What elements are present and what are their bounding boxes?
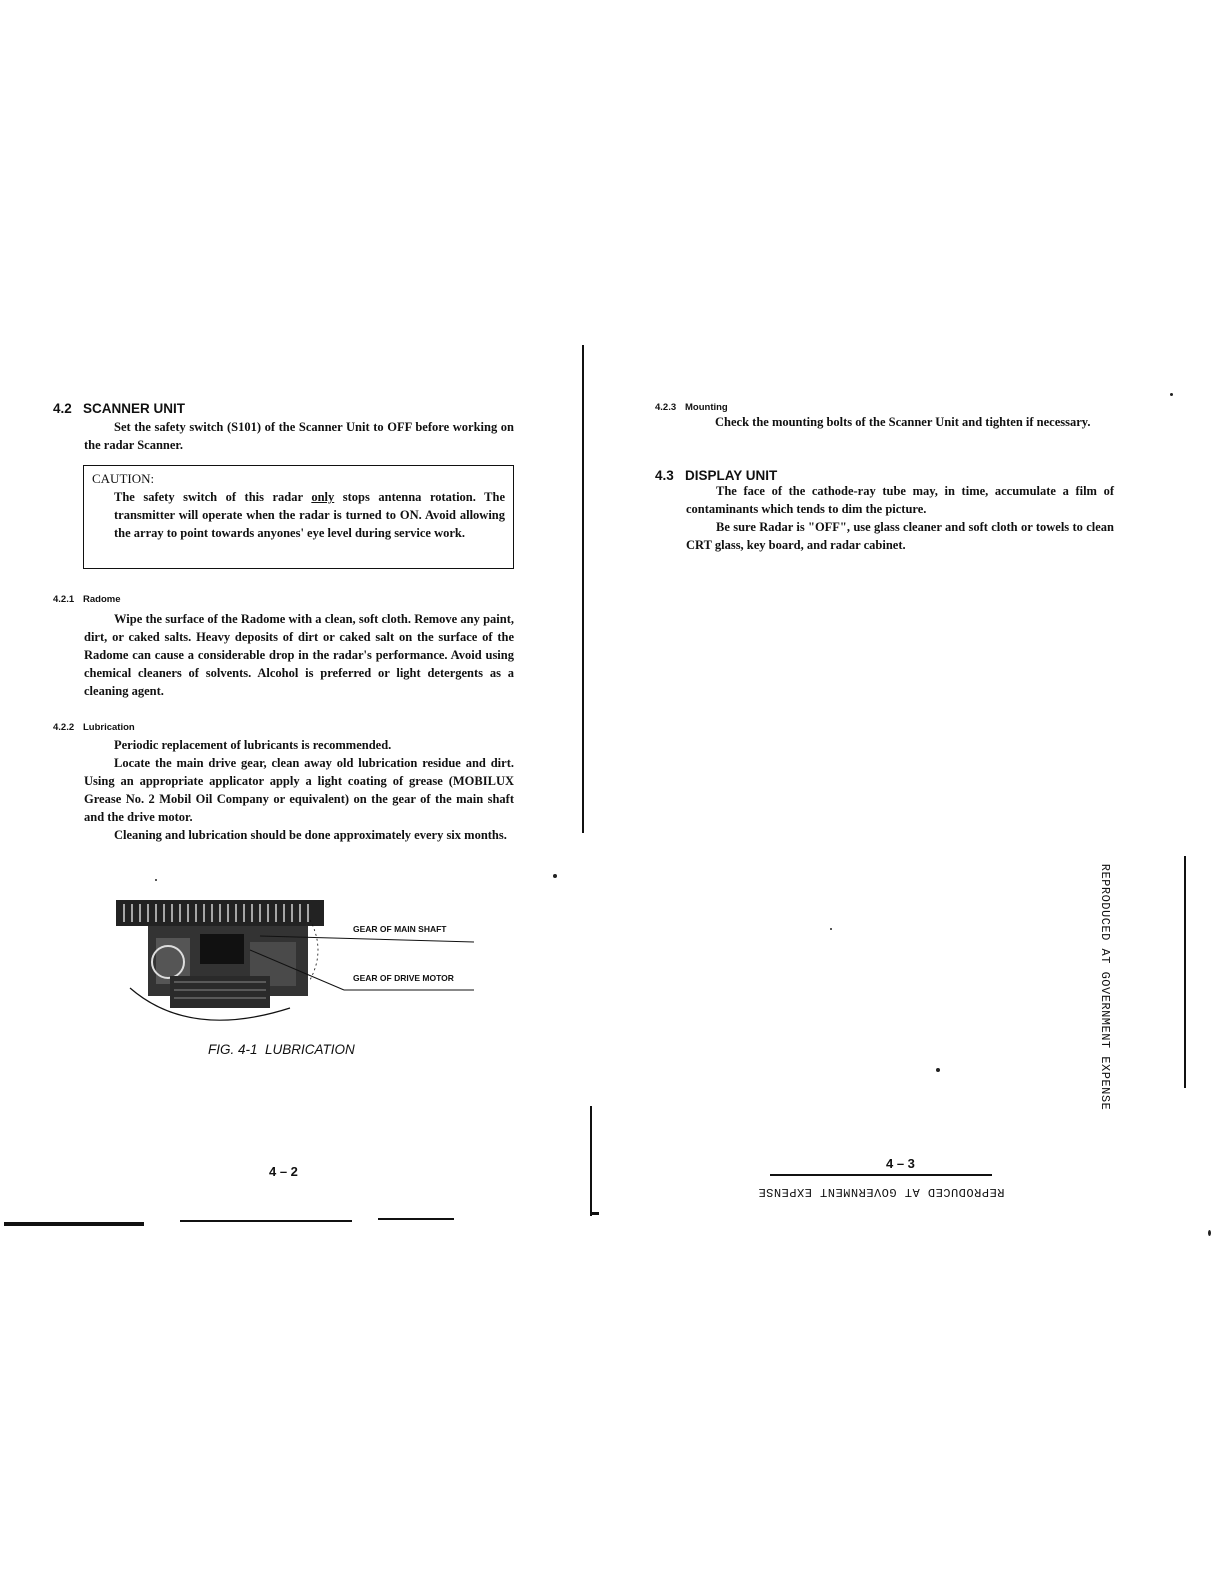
side-stamp-rule	[1184, 856, 1186, 1088]
section-4-2-3-heading: 4.2.3 Mounting	[655, 402, 728, 413]
lubrication-paragraph: Cleaning and lubrication should be done approximately every six months.	[114, 828, 507, 842]
radome-paragraph: Wipe the surface of the Radome with a clean, soft cloth. Remove any paint, dirt, or caked salts. Heavy deposits of dirt or caked salt on the surface of the Radome can cause a considerable drop in the radar's performance. Avoid using chemical cleaners of solvents. Alcohol is preferred or light detergents as a cleaning agent.	[84, 612, 514, 698]
caution-text: The safety switch of this radar only stops antenna rotation. The transmitter will operate when the radar is turned to ON. Avoid allowing the array to point towards anyones' eye level during service work.	[114, 490, 506, 540]
section-4-2-1-heading: 4.2.1 Radome	[53, 594, 121, 605]
gutter-line-lower	[590, 1106, 592, 1216]
lubrication-paragraph: Locate the main drive gear, clean away old lubrication residue and dirt. Using an appropriate applicator apply a light coating of grease (MOBILUX Grease No. 2 Mobil Oil Company or equivalent) on the gear of the main shaft and the drive motor.	[84, 756, 514, 824]
label-gear-of-main-shaft: GEAR OF MAIN SHAFT	[353, 924, 447, 934]
section-4-3-heading: 4.3 DISPLAY UNIT	[655, 468, 778, 483]
figure-caption: FIG. 4-1 LUBRICATION	[208, 1042, 355, 1057]
upside-down-stamp: REPRODUCED AT GOVERNMENT EXPENSE	[758, 1185, 1005, 1199]
gutter-line-upper	[582, 345, 584, 833]
bottom-rule-left-right	[378, 1218, 454, 1220]
caution-title: CAUTION:	[92, 471, 155, 486]
section-title: SCANNER UNIT	[83, 401, 186, 416]
page-number-rule-right	[770, 1174, 992, 1176]
scanner-intro-paragraph: Set the safety switch (S101) of the Scanner Unit to OFF before working on the radar Scanner.	[84, 420, 514, 452]
display-unit-paragraphs	[686, 482, 1114, 554]
scan-speck	[1208, 1230, 1211, 1236]
display-paragraph: Be sure Radar is "OFF", use glass cleaner and soft cloth or towels to clean CRT glass, key board, and radar cabinet.	[686, 520, 1114, 552]
bottom-rule-left-thick	[4, 1222, 144, 1226]
mounting-paragraph: Check the mounting bolts of the Scanner Unit and tighten if necessary.	[715, 415, 1091, 429]
lubrication-paragraphs	[84, 736, 514, 844]
label-gear-of-drive-motor: GEAR OF DRIVE MOTOR	[353, 973, 454, 983]
lubrication-paragraph: Periodic replacement of lubricants is recommended.	[114, 738, 392, 752]
gutter-hook	[590, 1212, 599, 1215]
scan-speck	[155, 879, 157, 881]
page-number-left: 4 – 2	[269, 1164, 298, 1179]
section-4-2-heading	[53, 401, 185, 416]
scan-speck	[553, 874, 557, 878]
scan-speck	[1170, 393, 1173, 396]
lubrication-figure	[110, 890, 490, 1035]
scan-speck	[936, 1068, 940, 1072]
caution-box	[83, 465, 514, 569]
caution-underlined-word: only	[311, 490, 335, 504]
vertical-side-stamp: REPRODUCED AT GOVERNMENT EXPENSE	[1098, 863, 1113, 1111]
section-4-2-2-heading: 4.2.2 Lubrication	[53, 722, 135, 733]
section-number: 4.2	[53, 401, 72, 416]
page-number-right: 4 – 3	[886, 1156, 915, 1171]
bottom-rule-left-mid	[180, 1220, 352, 1222]
display-paragraph: The face of the cathode-ray tube may, in time, accumulate a film of contaminants which tends to dim the picture.	[686, 484, 1114, 516]
scan-speck	[830, 928, 832, 930]
